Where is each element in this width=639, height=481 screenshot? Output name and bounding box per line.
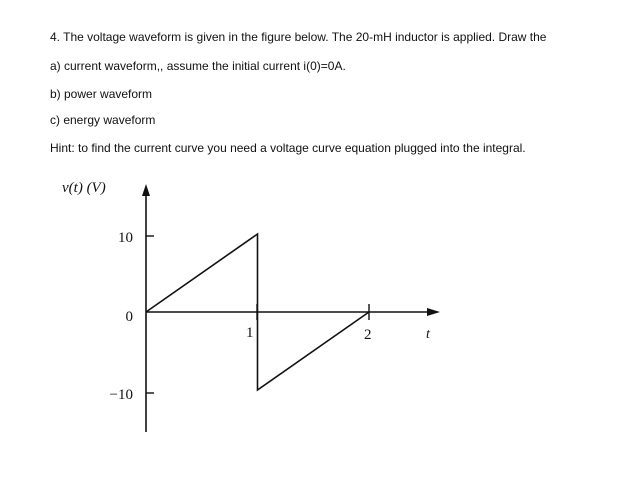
- x-tick-label: 1: [246, 325, 254, 341]
- y-axis-label: v(t) (V): [62, 180, 106, 196]
- y-tick-label: −10: [109, 387, 133, 403]
- x-axis-arrowhead: [427, 308, 440, 316]
- y-tick-label: 0: [125, 309, 133, 325]
- x-axis-label: t: [426, 327, 430, 342]
- part-b-text: b) power waveform: [50, 87, 153, 101]
- y-axis-arrowhead: [142, 184, 150, 196]
- problem-statement-line: 4. The voltage waveform is given in the figure below. The 20-mH inductor is applied. Draw the: [50, 30, 547, 44]
- y-tick-label: 10: [118, 230, 133, 246]
- part-c-text: c) energy waveform: [50, 113, 156, 127]
- x-tick-label: 2: [364, 327, 372, 343]
- hint-text: Hint: to find the current curve you need a voltage curve equation plugged into the integral.: [50, 141, 526, 155]
- part-a-text: a) current waveform,, assume the initial current i(0)=0A.: [50, 59, 346, 73]
